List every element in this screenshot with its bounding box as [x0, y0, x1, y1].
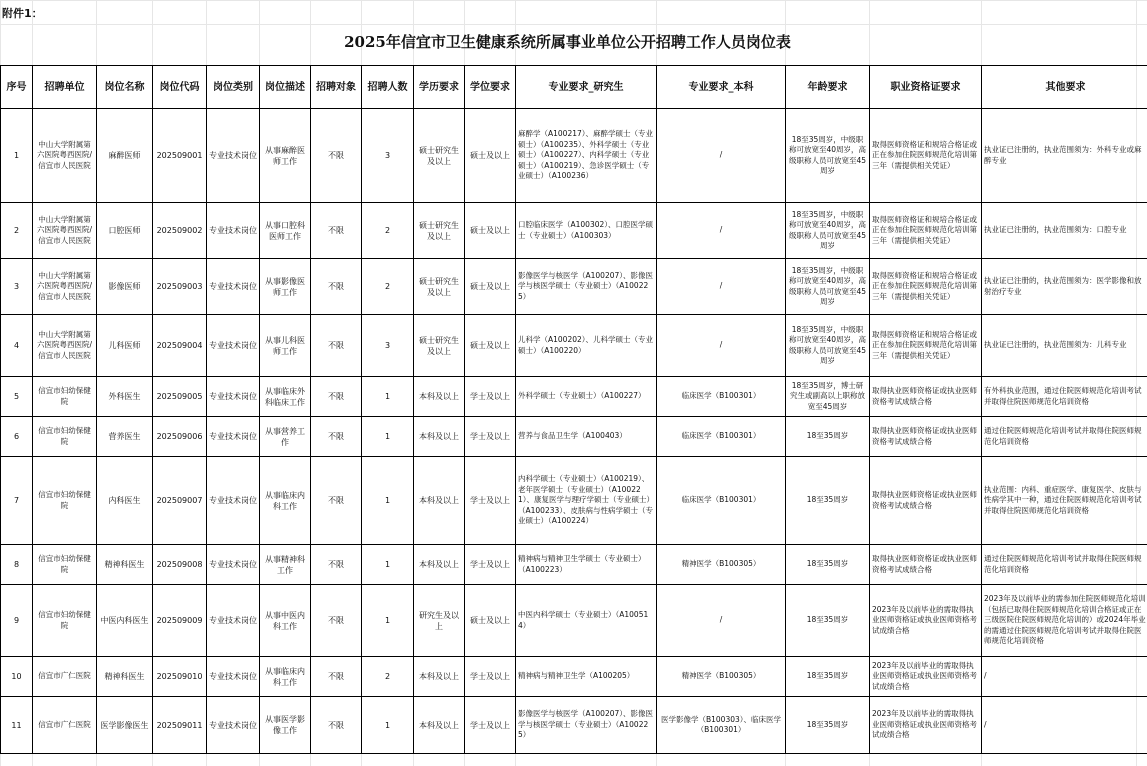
- table-header: [1, 66, 1147, 109]
- cell-post-category: 专业技术岗位: [207, 377, 260, 417]
- cell-qualification: 取得执业医师资格证或执业医师资格考试成绩合格: [870, 417, 982, 457]
- cell-post-code: 202509002: [153, 203, 207, 259]
- table-row: [1, 585, 1147, 657]
- cell-post-code: 202509009: [153, 585, 207, 657]
- cell-other: 通过住院医师规范化培训考试并取得住院医师规范化培训资格: [982, 417, 1147, 457]
- header-post-description: 岗位描述: [260, 66, 311, 109]
- cell-major-undergraduate: 精神医学（B100305）: [657, 657, 786, 697]
- cell-unit: 信宜市广仁医院: [33, 657, 97, 697]
- cell-post-description: 从事口腔科医师工作: [260, 203, 311, 259]
- cell-other: 执业范围：内科、重症医学、康复医学、皮肤与性病学其中一种，通过住院医师规范化培训考试并取得住院医师规范化培训资格: [982, 457, 1147, 545]
- cell-age: 18至35周岁，中级职称可放宽至40周岁，高级职称人员可放宽至45周岁: [786, 315, 870, 377]
- cell-count: 1: [362, 697, 414, 754]
- cell-major-undergraduate: 临床医学（B100301）: [657, 377, 786, 417]
- cell-count: 1: [362, 457, 414, 545]
- cell-unit: 中山大学附属第六医院粤西医院/信宜市人民医院: [33, 109, 97, 203]
- cell-post-code: 202509011: [153, 697, 207, 754]
- cell-post-code: 202509010: [153, 657, 207, 697]
- header-degree: 学位要求: [465, 66, 516, 109]
- cell-age: 18至35周岁: [786, 417, 870, 457]
- cell-other: 有外科执业范围，通过住院医师规范化培训考试并取得住院医师规范化培训资格: [982, 377, 1147, 417]
- cell-target: 不限: [311, 545, 362, 585]
- cell-major-undergraduate: /: [657, 203, 786, 259]
- cell-count: 3: [362, 315, 414, 377]
- cell-other: 执业证已注册的，执业范围须为：外科专业或麻醉专业: [982, 109, 1147, 203]
- cell-other: 执业证已注册的，执业范围须为：医学影像和放射治疗专业: [982, 259, 1147, 315]
- cell-serial: 10: [1, 657, 33, 697]
- cell-post-name: 精神科医生: [97, 657, 153, 697]
- cell-unit: 信宜市妇幼保健院: [33, 585, 97, 657]
- cell-post-category: 专业技术岗位: [207, 545, 260, 585]
- cell-major-graduate: 中医内科学硕士（专业硕士）（A100514）: [516, 585, 657, 657]
- cell-major-undergraduate: /: [657, 315, 786, 377]
- cell-target: 不限: [311, 109, 362, 203]
- cell-serial: 1: [1, 109, 33, 203]
- header-target: 招聘对象: [311, 66, 362, 109]
- cell-unit: 信宜市妇幼保健院: [33, 377, 97, 417]
- table-row: [1, 203, 1147, 259]
- cell-major-graduate: 儿科学（A100202）、儿科学硕士（专业硕士）（A100220）: [516, 315, 657, 377]
- cell-major-undergraduate: 临床医学（B100301）: [657, 417, 786, 457]
- cell-count: 2: [362, 203, 414, 259]
- cell-qualification: 取得执业医师资格证或执业医师资格考试成绩合格: [870, 545, 982, 585]
- cell-post-code: 202509007: [153, 457, 207, 545]
- cell-degree: 学士及以上: [465, 697, 516, 754]
- cell-post-name: 内科医生: [97, 457, 153, 545]
- cell-qualification: 2023年及以前毕业的需取得执业医师资格证或执业医师资格考试成绩合格: [870, 657, 982, 697]
- header-serial: 序号: [1, 66, 33, 109]
- cell-post-category: 专业技术岗位: [207, 259, 260, 315]
- cell-major-graduate: 影像医学与核医学（A100207）、影像医学与核医学硕士（专业硕士）（A100225）: [516, 697, 657, 754]
- cell-qualification: 取得医师资格证和规培合格证或正在参加住院医师规范化培训第三年（需提供相关凭证）: [870, 315, 982, 377]
- cell-serial: 4: [1, 315, 33, 377]
- header-other: 其他要求: [982, 66, 1147, 109]
- cell-post-code: 202509006: [153, 417, 207, 457]
- cell-age: 18至35周岁: [786, 457, 870, 545]
- cell-degree: 学士及以上: [465, 545, 516, 585]
- cell-post-description: 从事临床内科工作: [260, 457, 311, 545]
- table-row: [1, 109, 1147, 203]
- cell-count: 1: [362, 417, 414, 457]
- cell-target: 不限: [311, 417, 362, 457]
- cell-major-graduate: 精神病与精神卫生学（A100205）: [516, 657, 657, 697]
- cell-education: 硕士研究生及以上: [414, 259, 465, 315]
- table-row: [1, 315, 1147, 377]
- cell-age: 18至35周岁，博士研究生或副高以上职称放宽至45周岁: [786, 377, 870, 417]
- cell-unit: 中山大学附属第六医院粤西医院/信宜市人民医院: [33, 259, 97, 315]
- cell-post-name: 影像医师: [97, 259, 153, 315]
- cell-post-code: 202509005: [153, 377, 207, 417]
- cell-degree: 硕士及以上: [465, 109, 516, 203]
- cell-qualification: 取得医师资格证和规培合格证或正在参加住院医师规范化培训第三年（需提供相关凭证）: [870, 109, 982, 203]
- cell-education: 本科及以上: [414, 657, 465, 697]
- cell-education: 硕士研究生及以上: [414, 315, 465, 377]
- table-row: [1, 657, 1147, 697]
- cell-serial: 5: [1, 377, 33, 417]
- cell-major-undergraduate: /: [657, 259, 786, 315]
- cell-post-name: 中医内科医生: [97, 585, 153, 657]
- cell-unit: 中山大学附属第六医院粤西医院/信宜市人民医院: [33, 315, 97, 377]
- cell-major-undergraduate: /: [657, 585, 786, 657]
- cell-major-graduate: 营养与食品卫生学（A100403）: [516, 417, 657, 457]
- cell-post-category: 专业技术岗位: [207, 203, 260, 259]
- cell-serial: 11: [1, 697, 33, 754]
- cell-serial: 6: [1, 417, 33, 457]
- table-row: [1, 545, 1147, 585]
- table-body: [1, 109, 1147, 754]
- cell-age: 18至35周岁: [786, 585, 870, 657]
- cell-unit: 信宜市广仁医院: [33, 697, 97, 754]
- table-row: [1, 697, 1147, 754]
- table-row: [1, 417, 1147, 457]
- table-row: [1, 259, 1147, 315]
- table-row: [1, 457, 1147, 545]
- header-age: 年龄要求: [786, 66, 870, 109]
- cell-unit: 信宜市妇幼保健院: [33, 457, 97, 545]
- cell-post-code: 202509001: [153, 109, 207, 203]
- cell-post-category: 专业技术岗位: [207, 457, 260, 545]
- cell-degree: 学士及以上: [465, 417, 516, 457]
- cell-post-description: 从事营养工作: [260, 417, 311, 457]
- cell-qualification: 取得执业医师资格证或执业医师资格考试成绩合格: [870, 457, 982, 545]
- cell-target: 不限: [311, 259, 362, 315]
- header-unit: 招聘单位: [33, 66, 97, 109]
- header-major-graduate: 专业要求_研究生: [516, 66, 657, 109]
- cell-post-name: 外科医生: [97, 377, 153, 417]
- cell-education: 硕士研究生及以上: [414, 109, 465, 203]
- cell-qualification: 取得医师资格证和规培合格证或正在参加住院医师规范化培训第三年（需提供相关凭证）: [870, 259, 982, 315]
- cell-target: 不限: [311, 657, 362, 697]
- cell-post-category: 专业技术岗位: [207, 417, 260, 457]
- cell-education: 本科及以上: [414, 697, 465, 754]
- cell-major-undergraduate: /: [657, 109, 786, 203]
- cell-post-description: 从事医学影像工作: [260, 697, 311, 754]
- cell-count: 3: [362, 109, 414, 203]
- sheet-gridline: [0, 24, 1147, 25]
- cell-other: 执业证已注册的，执业范围须为：口腔专业: [982, 203, 1147, 259]
- cell-degree: 学士及以上: [465, 657, 516, 697]
- cell-major-graduate: 精神病与精神卫生学硕士（专业硕士）（A100223）: [516, 545, 657, 585]
- cell-qualification: 取得执业医师资格证或执业医师资格考试成绩合格: [870, 377, 982, 417]
- cell-education: 本科及以上: [414, 457, 465, 545]
- cell-major-undergraduate: 临床医学（B100301）: [657, 457, 786, 545]
- cell-count: 1: [362, 377, 414, 417]
- cell-serial: 7: [1, 457, 33, 545]
- cell-age: 18至35周岁: [786, 697, 870, 754]
- cell-post-code: 202509003: [153, 259, 207, 315]
- header-education: 学历要求: [414, 66, 465, 109]
- cell-degree: 学士及以上: [465, 457, 516, 545]
- cell-other: /: [982, 657, 1147, 697]
- cell-major-graduate: 口腔临床医学（A100302）、口腔医学硕士（专业硕士）（A100303）: [516, 203, 657, 259]
- cell-other: 执业证已注册的，执业范围须为：儿科专业: [982, 315, 1147, 377]
- cell-serial: 9: [1, 585, 33, 657]
- cell-post-code: 202509008: [153, 545, 207, 585]
- cell-major-graduate: 外科学硕士（专业硕士）（A100227）: [516, 377, 657, 417]
- recruitment-table: [0, 65, 1147, 754]
- cell-post-description: 从事中医内科工作: [260, 585, 311, 657]
- cell-education: 本科及以上: [414, 377, 465, 417]
- cell-serial: 8: [1, 545, 33, 585]
- cell-education: 研究生及以上: [414, 585, 465, 657]
- cell-post-name: 口腔医师: [97, 203, 153, 259]
- cell-other: 通过住院医师规范化培训考试并取得住院医师规范化培训资格: [982, 545, 1147, 585]
- cell-post-name: 医学影像医生: [97, 697, 153, 754]
- cell-count: 2: [362, 259, 414, 315]
- cell-qualification: 取得医师资格证和规培合格证或正在参加住院医师规范化培训第三年（需提供相关凭证）: [870, 203, 982, 259]
- cell-degree: 硕士及以上: [465, 259, 516, 315]
- header-row: [1, 66, 1147, 109]
- cell-post-description: 从事儿科医师工作: [260, 315, 311, 377]
- header-major-undergraduate: 专业要求_本科: [657, 66, 786, 109]
- cell-unit: 信宜市妇幼保健院: [33, 545, 97, 585]
- cell-post-description: 从事麻醉医师工作: [260, 109, 311, 203]
- cell-major-graduate: 影像医学与核医学（A100207）、影像医学与核医学硕士（专业硕士）（A100225）: [516, 259, 657, 315]
- cell-age: 18至35周岁，中级职称可放宽至40周岁，高级职称人员可放宽至45周岁: [786, 109, 870, 203]
- header-post-name: 岗位名称: [97, 66, 153, 109]
- cell-count: 1: [362, 585, 414, 657]
- cell-unit: 信宜市妇幼保健院: [33, 417, 97, 457]
- cell-degree: 学士及以上: [465, 377, 516, 417]
- cell-target: 不限: [311, 457, 362, 545]
- cell-age: 18至35周岁: [786, 657, 870, 697]
- cell-education: 本科及以上: [414, 417, 465, 457]
- cell-degree: 硕士及以上: [465, 315, 516, 377]
- cell-other: /: [982, 697, 1147, 754]
- cell-post-description: 从事临床外科临床工作: [260, 377, 311, 417]
- cell-degree: 硕士及以上: [465, 585, 516, 657]
- cell-post-category: 专业技术岗位: [207, 109, 260, 203]
- cell-post-description: 从事精神科工作: [260, 545, 311, 585]
- cell-post-name: 麻醉医师: [97, 109, 153, 203]
- cell-education: 硕士研究生及以上: [414, 203, 465, 259]
- cell-target: 不限: [311, 377, 362, 417]
- annex-label: 附件1：: [2, 7, 43, 20]
- cell-count: 2: [362, 657, 414, 697]
- cell-target: 不限: [311, 585, 362, 657]
- cell-unit: 中山大学附属第六医院粤西医院/信宜市人民医院: [33, 203, 97, 259]
- cell-count: 1: [362, 545, 414, 585]
- cell-age: 18至35周岁，中级职称可放宽至40周岁，高级职称人员可放宽至45周岁: [786, 259, 870, 315]
- cell-qualification: 2023年及以前毕业的需取得执业医师资格证或执业医师资格考试成绩合格: [870, 697, 982, 754]
- cell-target: 不限: [311, 203, 362, 259]
- cell-target: 不限: [311, 697, 362, 754]
- header-post-code: 岗位代码: [153, 66, 207, 109]
- cell-age: 18至35周岁: [786, 545, 870, 585]
- cell-major-graduate: 内科学硕士（专业硕士）（A100219）、老年医学硕士（专业硕士）（A100221）、康复医学与理疗学硕士（专业硕士）（A100233）、皮肤病与性病学硕士（专业硕士）（A100224）: [516, 457, 657, 545]
- cell-post-category: 专业技术岗位: [207, 697, 260, 754]
- cell-major-undergraduate: 医学影像学（B100303）、临床医学（B100301）: [657, 697, 786, 754]
- header-count: 招聘人数: [362, 66, 414, 109]
- cell-serial: 3: [1, 259, 33, 315]
- cell-degree: 硕士及以上: [465, 203, 516, 259]
- cell-other: 2023年及以前毕业的需参加住院医师规范化培训（包括已取得住院医师规范化培训合格证或正在三级医院住院医师规范化培训的）或2024年毕业的需通过住院医师规范化培训考试并取得住院医师规范化培训资格: [982, 585, 1147, 657]
- cell-education: 本科及以上: [414, 545, 465, 585]
- cell-post-name: 营养医生: [97, 417, 153, 457]
- cell-post-name: 精神科医生: [97, 545, 153, 585]
- table-row: [1, 377, 1147, 417]
- cell-post-category: 专业技术岗位: [207, 657, 260, 697]
- cell-qualification: 2023年及以前毕业的需取得执业医师资格证或执业医师资格考试成绩合格: [870, 585, 982, 657]
- cell-age: 18至35周岁，中级职称可放宽至40周岁，高级职称人员可放宽至45周岁: [786, 203, 870, 259]
- cell-serial: 2: [1, 203, 33, 259]
- cell-post-category: 专业技术岗位: [207, 315, 260, 377]
- cell-post-description: 从事影像医师工作: [260, 259, 311, 315]
- header-post-category: 岗位类别: [207, 66, 260, 109]
- cell-major-undergraduate: 精神医学（B100305）: [657, 545, 786, 585]
- sheet-gridline: [0, 0, 1147, 1]
- cell-post-description: 从事临床内科工作: [260, 657, 311, 697]
- cell-post-code: 202509004: [153, 315, 207, 377]
- table-title: 2025年信宜市卫生健康系统所属事业单位公开招聘工作人员岗位表: [344, 33, 791, 51]
- cell-major-graduate: 麻醉学（A100217）、麻醉学硕士（专业硕士）（A100235）、外科学硕士（专业硕士）（A100227）、内科学硕士（专业硕士）（A100219）、急诊医学硕士（专业硕士）（A100236）: [516, 109, 657, 203]
- cell-post-category: 专业技术岗位: [207, 585, 260, 657]
- cell-target: 不限: [311, 315, 362, 377]
- cell-post-name: 儿科医师: [97, 315, 153, 377]
- header-qualification: 职业资格证要求: [870, 66, 982, 109]
